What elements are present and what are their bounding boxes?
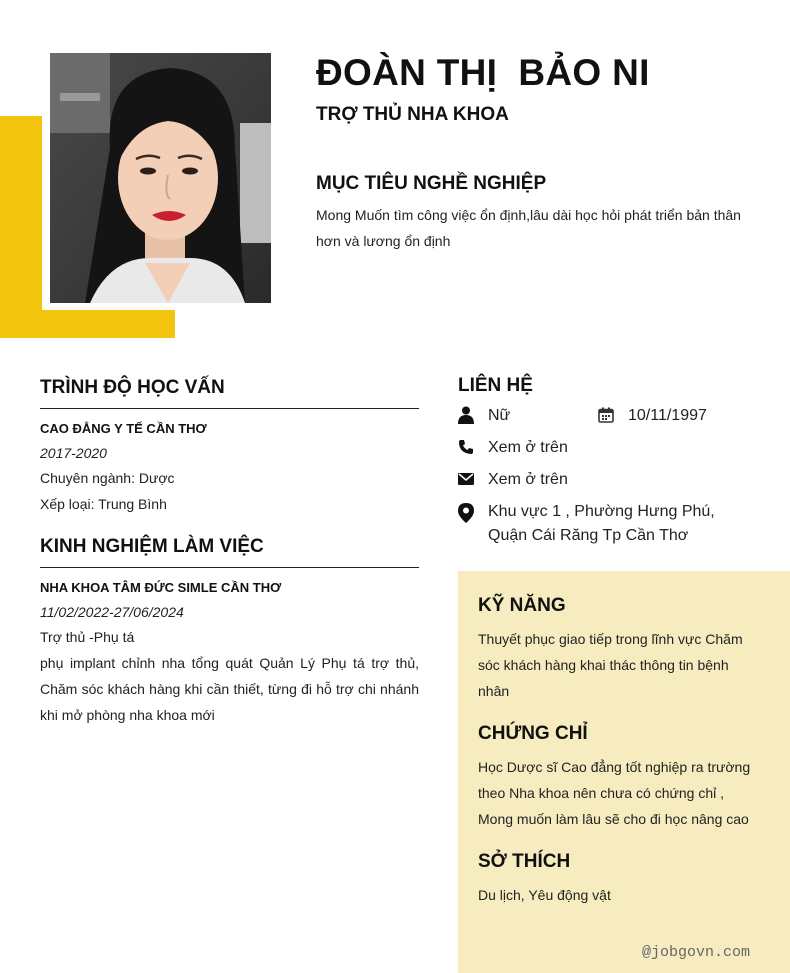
watermark: @jobgovn.com bbox=[641, 944, 750, 961]
profile-photo bbox=[50, 53, 271, 303]
experience-description: phụ implant chỉnh nha tổng quát Quản Lý Phụ tá trợ thủ, Chăm sóc khách hàng khi cần thiết, từng đi hỗ trợ chi nhánh khi mở phòng nha khoa mới bbox=[40, 655, 419, 723]
experience-company: NHA KHOA TÂM ĐỨC SIMLE CẦN THƠ bbox=[40, 580, 282, 595]
contact-address: Khu vực 1 , Phường Hưng Phú, Quận Cái Răng Tp Cần Thơ bbox=[488, 503, 715, 544]
skills-text: Thuyết phục giao tiếp trong lĩnh vực Chăm sóc khách hàng khai thác thông tin bệnh nhân bbox=[478, 631, 743, 699]
location-icon bbox=[458, 500, 488, 526]
education-major: Chuyên ngành: Dược bbox=[40, 470, 175, 486]
contact-heading: LIÊN HỆ bbox=[458, 375, 533, 396]
accent-bar-vertical bbox=[0, 116, 42, 338]
contact-address-row bbox=[458, 500, 758, 548]
education-heading: TRÌNH ĐỘ HỌC VẤN bbox=[40, 377, 225, 398]
objective-heading: MỤC TIÊU NGHỀ NGHIỆP bbox=[316, 173, 547, 194]
hobbies-heading: SỞ THÍCH bbox=[478, 851, 571, 872]
contact-phone: Xem ở trên bbox=[488, 439, 568, 456]
experience-period: 11/02/2022-27/06/2024 bbox=[40, 604, 184, 620]
full-name: ĐOÀN THỊ BẢO NI bbox=[316, 52, 650, 93]
contact-email: Xem ở trên bbox=[488, 471, 568, 488]
job-title: TRỢ THỦ NHA KHOA bbox=[316, 104, 509, 125]
objective-text: Mong Muốn tìm công việc ổn định,lâu dài học hỏi phát triển bản thân hơn và lương ổn định bbox=[316, 207, 741, 249]
hobbies-text: Du lịch, Yêu động vật bbox=[478, 887, 611, 903]
contact-email-row bbox=[458, 468, 568, 492]
certificates-heading: CHỨNG CHỈ bbox=[478, 723, 588, 744]
education-grade: Xếp loại: Trung Bình bbox=[40, 496, 167, 512]
education-school: CAO ĐẲNG Y TẾ CẦN THƠ bbox=[40, 421, 207, 436]
education-divider bbox=[40, 408, 419, 409]
mail-icon bbox=[458, 468, 488, 490]
contact-gender: Nữ bbox=[488, 407, 511, 424]
phone-icon bbox=[458, 436, 488, 458]
contact-phone-row bbox=[458, 436, 568, 460]
certificates-text: Học Dược sĩ Cao đẳng tốt nghiệp ra trường theo Nha khoa nên chưa có chứng chỉ , Mong muốn làm lâu sẽ cho đi học nâng cao bbox=[478, 759, 751, 827]
contact-birthday: 10/11/1997 bbox=[628, 407, 707, 424]
skills-heading: KỸ NĂNG bbox=[478, 595, 566, 616]
accent-bar-horizontal bbox=[0, 310, 175, 338]
person-icon bbox=[458, 404, 488, 426]
education-years: 2017-2020 bbox=[40, 445, 107, 461]
experience-heading: KINH NGHIỆM LÀM VIỆC bbox=[40, 536, 264, 557]
contact-gender-row bbox=[458, 404, 707, 428]
experience-position: Trợ thủ -Phụ tá bbox=[40, 629, 135, 645]
experience-divider bbox=[40, 567, 419, 568]
calendar-icon bbox=[598, 404, 628, 426]
side-panel bbox=[458, 571, 790, 973]
